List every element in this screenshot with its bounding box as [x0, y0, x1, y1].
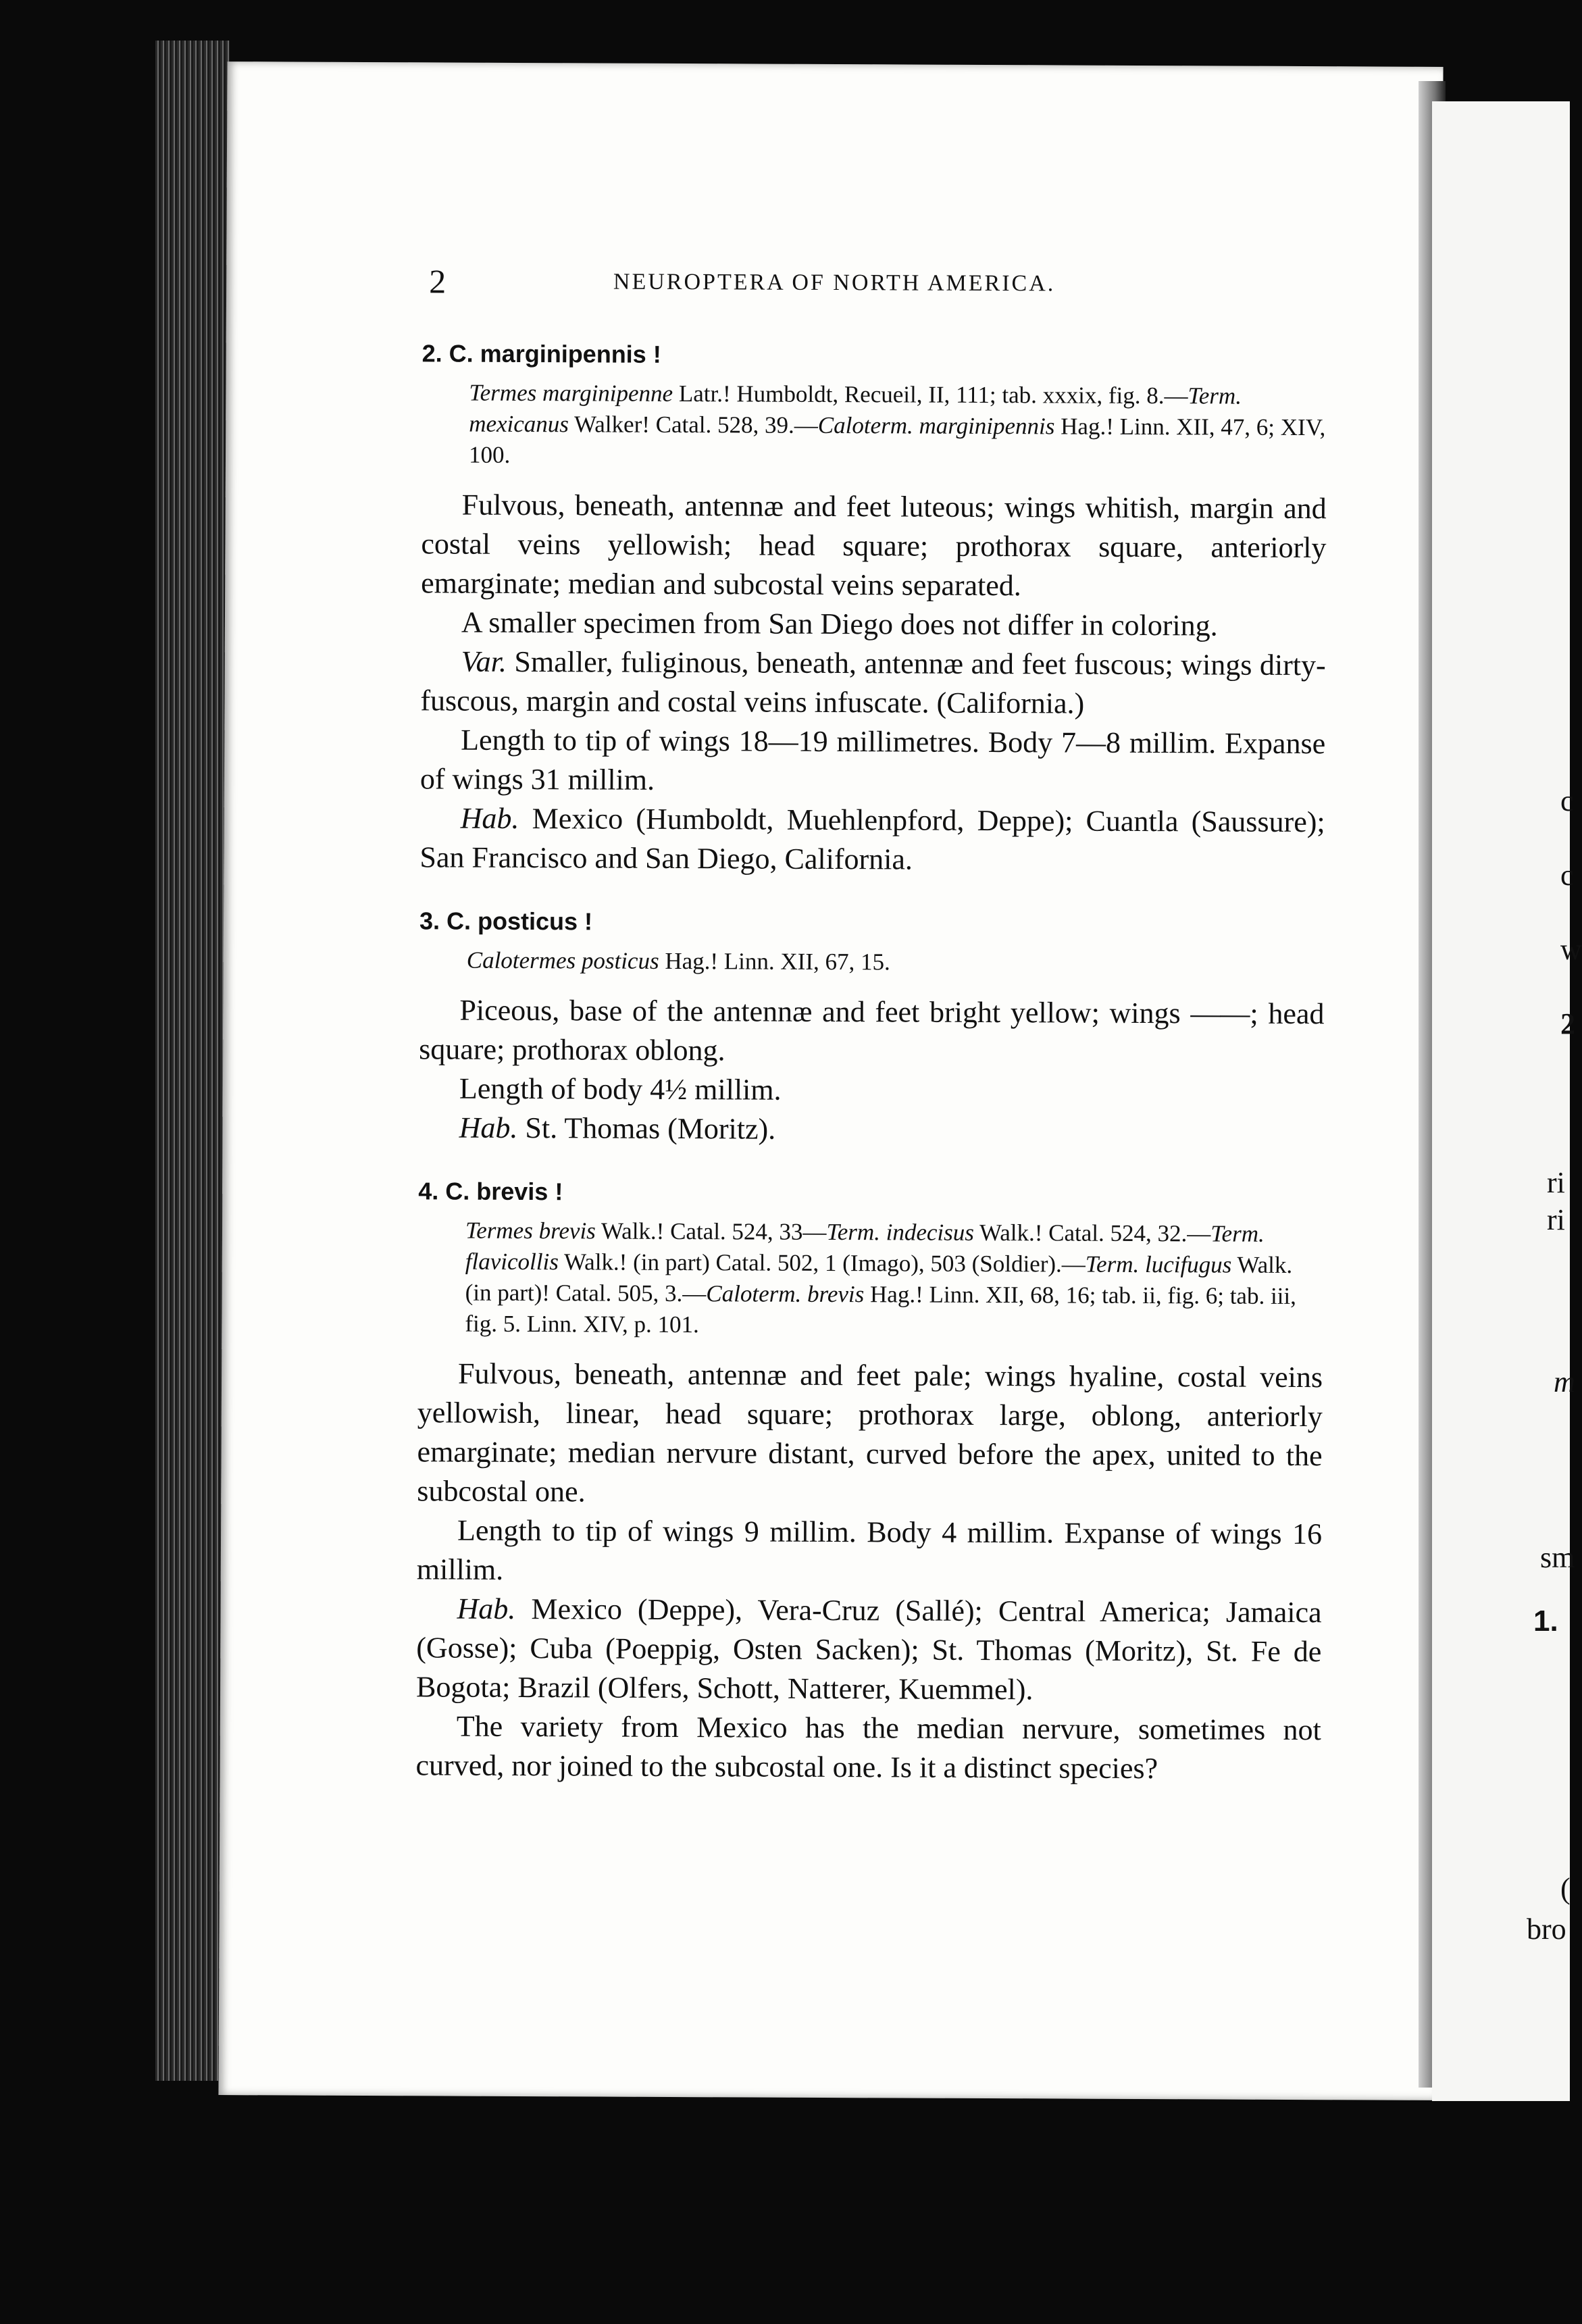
- ref-citation: Walk.! Catal. 524, 33—: [595, 1217, 827, 1245]
- species-entry-marginipennis: [419, 339, 1327, 881]
- habitat-paragraph: [416, 1589, 1322, 1711]
- fragment-text: c: [1560, 784, 1574, 817]
- running-head: NEUROPTERA OF NORTH AMERICA.: [613, 269, 1056, 297]
- ref-citation: Walk.! (in part) Catal. 502, 1 (Imago), 503 (Soldier).—: [558, 1248, 1086, 1278]
- ref-citation: Walk.! Catal. 524, 32.—: [973, 1219, 1211, 1247]
- ref-citation: Hag.! Linn. XII, 67, 15.: [659, 947, 890, 976]
- note-paragraph: The variety from Mexico has the median nervure, sometimes not curved, nor joined to the subcostal one. Is it a distinct species?: [415, 1709, 1321, 1786]
- page-number: 2: [429, 262, 446, 301]
- measurements-paragraph: Length of body 4½ millim.: [459, 1071, 782, 1107]
- fragment-text: sm: [1540, 1541, 1575, 1574]
- ref-taxon: Caloterm. marginipennis: [817, 411, 1055, 440]
- habitat-label: Hab.: [459, 1111, 518, 1144]
- description-paragraph: Piceous, base of the antennæ and feet bright yellow; wings ——; head square; prothorax oblong.: [419, 993, 1325, 1067]
- ref-taxon: Term. lucifugus: [1085, 1251, 1232, 1278]
- description-paragraph: Fulvous, beneath, antennæ and feet pale; wings hyaline, costal veins yellowish, linear, head square; prothorax large, oblong, anteriorly emarginate; median nervure distant, curved before the apex, united to the subcostal one.: [417, 1357, 1323, 1509]
- ref-citation: Walk. (in part)! Catal. 505, 3.—: [465, 1251, 1293, 1307]
- ref-taxon: Termes brevis: [465, 1217, 596, 1244]
- measurements-paragraph: Length to tip of wings 18—19 millimetres. Body 7—8 millim. Expanse of wings 31 millim.: [419, 723, 1326, 797]
- species-heading: 4. C. brevis !: [418, 1177, 563, 1206]
- fragment-text: 1.: [1533, 1605, 1558, 1638]
- fragment-text: bro: [1527, 1913, 1566, 1946]
- adjacent-page-fragment: [1432, 101, 1582, 2101]
- fragment-text: 2: [1560, 1007, 1575, 1040]
- ref-citation: Latr.! Humboldt, Recueil, II, 111; tab. xxxix, fig. 8.—: [673, 380, 1188, 409]
- fragment-text: w: [1560, 933, 1582, 966]
- species-entry-posticus: [419, 907, 1325, 1151]
- book-page: [218, 61, 1443, 2100]
- species-heading: 3. C. posticus !: [419, 907, 593, 936]
- variety-text: Smaller, fuliginous, beneath, antennæ and feet fuscous; wings dirty-fuscous, margin and costal veins infuscate. (California.): [420, 645, 1326, 720]
- habitat-text: Mexico (Deppe), Vera-Cruz (Sallé); Central America; Jamaica (Gosse); Cuba (Poeppig, Osten Sacken); St. Thomas (Moritz), St. Fe de Bogota; Brazil (Olfers, Schott, Natterer, Kuemmel).: [415, 1592, 1322, 1707]
- fragment-text: ri: [1547, 1166, 1565, 1199]
- synonymy-references: [419, 944, 1325, 980]
- ref-taxon: Caloterm. brevis: [706, 1280, 865, 1308]
- variety-label: Var.: [461, 645, 507, 678]
- synonymy-references: [422, 377, 1327, 474]
- species-heading: 2. C. marginipennis !: [422, 339, 661, 368]
- fragment-text: m: [1554, 1365, 1575, 1398]
- ref-taxon: Term. mexicanus: [469, 382, 1242, 438]
- ref-taxon: Termes marginipenne: [469, 379, 673, 407]
- page-content: [415, 339, 1327, 1819]
- species-entry-brevis: [415, 1177, 1323, 1789]
- ref-taxon: Term. flavicollis: [465, 1220, 1265, 1275]
- habitat-paragraph: [419, 1108, 1324, 1151]
- ref-taxon: Calotermes posticus: [466, 946, 659, 974]
- variety-paragraph: [420, 642, 1325, 724]
- habitat-label: Hab.: [460, 801, 519, 835]
- habitat-paragraph: [419, 799, 1325, 881]
- description-paragraph: Fulvous, beneath, antennæ and feet luteous; wings whitish, margin and costal veins yellowish; head square; prothorax square, anteriorly emarginate; median and subcostal veins separated.: [421, 488, 1327, 603]
- habitat-text: St. Thomas (Moritz).: [525, 1111, 776, 1146]
- measurements-paragraph: Length to tip of wings 9 millim. Body 4 millim. Expanse of wings 16 millim.: [416, 1513, 1323, 1586]
- fragment-text: c: [1560, 859, 1574, 892]
- book-spine-edge: [155, 41, 230, 2081]
- habitat-label: Hab.: [457, 1592, 516, 1625]
- fragment-text: ri: [1547, 1203, 1565, 1236]
- synonymy-references: [417, 1215, 1323, 1343]
- fragment-text: (: [1560, 1872, 1571, 1905]
- ref-citation: Hag.! Linn. XII, 47, 6; XIV, 100.: [468, 413, 1326, 468]
- habitat-text: Mexico (Humboldt, Muehlenpford, Deppe); Cuantla (Saussure); San Francisco and San Diego, California.: [419, 802, 1325, 876]
- ref-taxon: Term. indecisus: [826, 1218, 975, 1246]
- ref-citation: Hag.! Linn. XII, 68, 16; tab. ii, fig. 6; tab. iii, fig. 5. Linn. XIV, p. 101.: [465, 1281, 1297, 1338]
- note-paragraph: A smaller specimen from San Diego does not differ in coloring.: [461, 605, 1218, 642]
- ref-citation: Walker! Catal. 528, 39.—: [568, 411, 818, 438]
